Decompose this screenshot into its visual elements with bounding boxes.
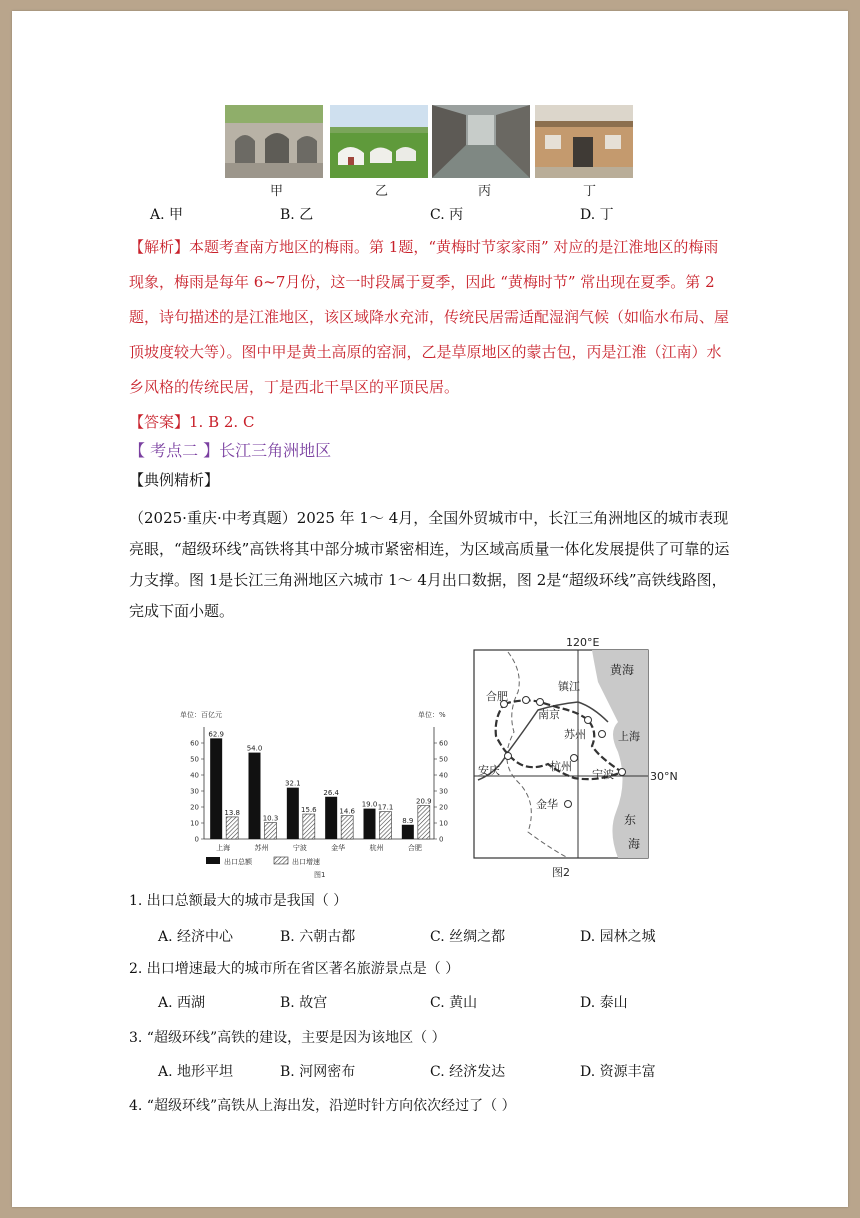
map-caption: 图2 — [552, 866, 570, 879]
analysis-line: 乡风格的传统民居，丁是西北干旱区的平顶民居。 — [129, 378, 460, 396]
photo-bing — [432, 105, 530, 178]
chart-bar-export-growth — [341, 816, 353, 839]
city-label-shanghai: 上海 — [618, 730, 640, 743]
chart-bar-export-total — [210, 738, 222, 839]
prev-option-c: C. 丙 — [430, 207, 464, 223]
photo-ding — [535, 105, 633, 178]
chart-data-label-growth: 17.1 — [377, 803, 394, 812]
water-town-image — [432, 105, 530, 178]
analysis-line: 【解析】本题考查南方地区的梅雨。第 1题，“黄梅时节家家雨” 对应的是江淮地区的梅雨 — [129, 238, 719, 256]
city-label-hangzhou: 杭州 — [550, 760, 572, 773]
intro-line: 亮眼，“超级环线”高铁将其中部分城市紧密相连，为区域高质量一体化发展提供了可靠的运 — [129, 540, 730, 558]
photo-yi — [330, 105, 428, 178]
chart-ytick-label-right: 10 — [439, 819, 448, 828]
prev-option-b: B. 乙 — [280, 207, 314, 223]
lat-label: 30°N — [650, 770, 678, 783]
q1-option-b[interactable]: B. 六朝古都 — [280, 929, 356, 945]
chart-bar-export-growth — [226, 817, 238, 839]
analysis-line: 顶坡度较大等）。图中甲是黄土高原的窑洞，乙是草原地区的蒙古包，丙是江淮（江南）水 — [129, 343, 722, 361]
flat-roof-house-image — [535, 105, 633, 178]
q1-option-d[interactable]: D. 园林之城 — [580, 929, 656, 945]
city-label-jinhua: 金华 — [536, 798, 558, 811]
city-label-hefei: 合肥 — [486, 690, 508, 703]
chart-ytick-label-right: 0 — [439, 835, 444, 844]
chart-ytick-label: 20 — [190, 803, 199, 812]
chart-data-label-growth: 20.9 — [416, 797, 432, 806]
city-marker-nanjing — [523, 697, 530, 704]
chart-ytick-label-right: 20 — [439, 803, 448, 812]
chart-ytick-label: 30 — [190, 787, 199, 796]
chart-bar-export-total — [402, 825, 414, 839]
chart-data-label-growth: 10.3 — [262, 814, 279, 823]
chart-data-label-total: 19.0 — [361, 800, 378, 809]
city-marker-anqing — [505, 753, 512, 760]
export-bar-chart — [178, 705, 460, 885]
chart-bar-export-total — [364, 809, 376, 839]
chart-legend — [206, 857, 320, 866]
city-label-nanjing: 南京 — [538, 708, 560, 721]
analysis-block — [129, 230, 759, 440]
chart-bar-export-total — [249, 753, 261, 839]
q1-option-a[interactable]: A. 经济中心 — [158, 929, 234, 945]
prev-option-a: A. 甲 — [150, 207, 184, 223]
q3-option-a[interactable]: A. 地形平坦 — [158, 1064, 234, 1080]
prev-option-d: D. 丁 — [580, 207, 614, 223]
chart-data-label-total: 54.0 — [246, 744, 263, 753]
chart-caption: 图1 — [314, 871, 326, 879]
chart-ytick-label: 10 — [190, 819, 199, 828]
legend-swatch-growth — [274, 857, 288, 864]
chart-ytick-label-right: 50 — [439, 755, 448, 764]
intro-line: 力支撑。图 1是长江三角洲地区六城市 1～ 4月出口数据，图 2是“超级环线”高铁线路图， — [129, 571, 727, 589]
chart-ytick-label-right: 60 — [439, 739, 448, 748]
analysis-line: 现象，梅雨是每年 6~7月份，这一时段属于夏季，因此 “黄梅时节” 常出现在夏季。第 2 — [129, 273, 715, 291]
photo-label-ding: 丁 — [583, 184, 597, 199]
question-2-stem: 2. 出口增速最大的城市所在省区著名旅游景点是（ ） — [129, 961, 460, 977]
city-marker-ningbo — [619, 769, 626, 776]
chart-category-label: 上海 — [216, 844, 231, 852]
q2-option-b[interactable]: B. 故宫 — [280, 995, 328, 1011]
photo-label-yi: 乙 — [375, 184, 389, 199]
q3-option-b[interactable]: B. 河网密布 — [280, 1064, 356, 1080]
legend-label-total: 出口总额 — [224, 858, 252, 866]
section-heading: 【 考点二 】长江三角洲地区 — [129, 441, 332, 460]
chart-category-label: 金华 — [331, 844, 346, 852]
chart-right-unit: 单位：% — [418, 711, 446, 719]
photo-jia — [225, 105, 323, 178]
chart-bar-export-total — [325, 797, 337, 839]
question-4-stem: 4. “超级环线”高铁从上海出发，沿逆时针方向依次经过了（ ） — [129, 1098, 516, 1114]
chart-category-label: 合肥 — [407, 844, 422, 852]
chart-data-label-total: 8.9 — [402, 816, 414, 825]
chart-data-label-growth: 14.6 — [339, 807, 355, 816]
sea-label-east-2: 海 — [628, 837, 641, 851]
city-marker-suzhou — [585, 717, 592, 724]
analysis-line: 题，诗句描述的是江淮地区，该区域降水充沛，传统民居需适配湿润气候（如临水布局、屋 — [129, 308, 730, 326]
chart-ytick-label-right: 40 — [439, 771, 448, 780]
chart-category-label: 杭州 — [369, 844, 384, 852]
chart-data-label-growth: 13.8 — [224, 808, 240, 817]
chart-ytick-label: 50 — [190, 755, 199, 764]
sea-label-east-1: 东 — [624, 813, 637, 827]
example-heading: 【典例精析】 — [129, 471, 220, 489]
chart-ytick-label: 60 — [190, 739, 199, 748]
chart-bar-export-total — [287, 788, 299, 839]
lon-label: 120°E — [566, 636, 600, 649]
city-label-suzhou: 苏州 — [564, 728, 586, 741]
chart-category-label: 苏州 — [254, 844, 269, 852]
sea-label-yellow: 黄海 — [610, 663, 635, 677]
q2-option-d[interactable]: D. 泰山 — [580, 995, 628, 1011]
chart-left-unit: 单位：百亿元 — [180, 711, 222, 719]
q3-option-c[interactable]: C. 经济发达 — [430, 1064, 506, 1080]
city-marker-zhenjiang — [537, 699, 544, 706]
chart-ytick-label: 40 — [190, 771, 199, 780]
chart-bar-export-growth — [380, 812, 392, 839]
chart-data-label-total: 32.1 — [285, 779, 301, 788]
chart-ytick-label-right: 30 — [439, 787, 448, 796]
intro-line: 完成下面小题。 — [129, 602, 235, 620]
high-speed-rail-map — [468, 632, 688, 880]
city-label-zhenjiang: 镇江 — [558, 680, 580, 693]
chart-category-label: 宁波 — [292, 844, 307, 852]
chart-data-label-total: 26.4 — [323, 788, 339, 797]
chart-data-label-growth: 15.6 — [301, 806, 317, 815]
intro-paragraph — [129, 503, 769, 627]
legend-label-growth: 出口增速 — [292, 858, 320, 866]
q2-option-a[interactable]: A. 西湖 — [158, 995, 206, 1011]
q1-option-c[interactable]: C. 丝绸之都 — [430, 929, 506, 945]
city-marker-shanghai — [599, 731, 606, 738]
yurt-image — [330, 105, 428, 178]
city-label-ningbo: 宁波 — [592, 768, 614, 781]
photo-label-jia: 甲 — [270, 184, 284, 199]
chart-data-label-total: 62.9 — [208, 730, 224, 739]
q3-option-d[interactable]: D. 资源丰富 — [580, 1064, 656, 1080]
question-3-stem: 3. “超级环线”高铁的建设，主要是因为该地区（ ） — [129, 1030, 446, 1046]
city-label-anqing: 安庆 — [478, 764, 500, 777]
answer-line: 【答案】1. B 2. C — [129, 413, 255, 431]
city-marker-jinhua — [565, 801, 572, 808]
photo-label-bing: 丙 — [478, 184, 492, 199]
question-1-stem: 1. 出口总额最大的城市是我国（ ） — [129, 893, 348, 909]
chart-bar-export-growth — [265, 823, 277, 839]
q2-option-c[interactable]: C. 黄山 — [430, 995, 478, 1011]
legend-swatch-total — [206, 857, 220, 864]
chart-bar-export-growth — [418, 806, 430, 839]
chart-bar-export-growth — [303, 814, 315, 839]
cave-dwelling-image — [225, 105, 323, 178]
chart-ytick-label: 0 — [194, 835, 199, 844]
intro-line: （2025·重庆·中考真题）2025 年 1～ 4月，全国外贸城市中，长江三角洲地区的城市表现 — [129, 509, 729, 527]
